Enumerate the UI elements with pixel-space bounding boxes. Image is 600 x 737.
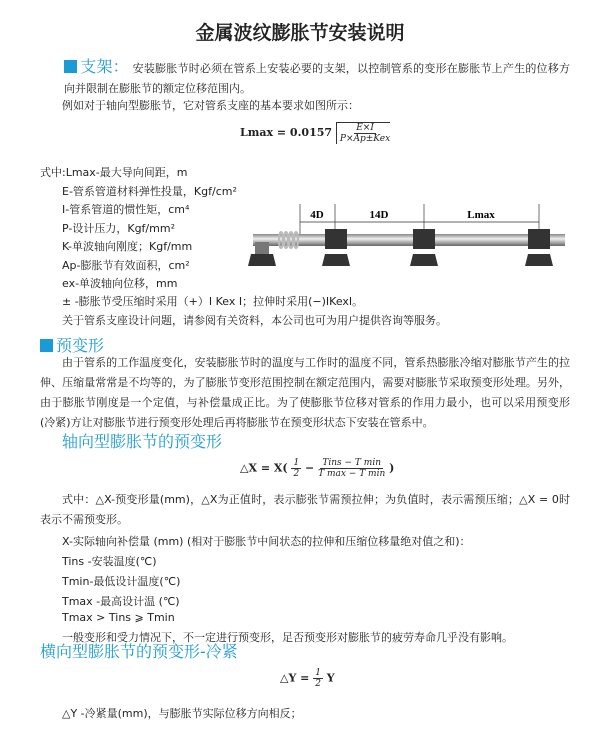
- def-k: K-单波轴向刚度；Kgf/mm: [62, 240, 193, 253]
- def-e: E-管系管道材料弹性投量，Kgf/cm²: [62, 185, 237, 198]
- support-diagram: [245, 192, 570, 282]
- axial-note: 一般变形和受力情况下，不一定进行预变形，足否预变形对膨胀节的疲劳寿命几乎没有影响。: [62, 631, 513, 644]
- support-note: 关于管系支座设计问题，请参阅有关资料，本公司也可为用户提供咨询等服务。: [62, 314, 447, 327]
- lateral-heading: 横向型膨胀节的预变形-冷紧: [40, 642, 238, 661]
- axial-formula: △X = X( $\frac{1}{2}$ − $\frac{\text{Tins − T min}}{\text{T max − T min}}$ ): [240, 458, 395, 479]
- pipe: [253, 234, 565, 246]
- page-title: 金属波纹膨胀节安装说明: [195, 22, 405, 44]
- square-bullet-icon: [40, 339, 53, 352]
- def-p: P-设计压力，Kgf/mm²: [62, 222, 175, 235]
- lateral-desc: △Y -冷紧量(mm)，与膨胀节实际位移方向相反；: [62, 707, 302, 720]
- dim-label-4d: 4D: [310, 209, 324, 221]
- dim-label-14d: 14D: [369, 209, 389, 221]
- square-bullet-icon: [64, 60, 77, 73]
- dim-label-lmax: Lmax: [467, 209, 495, 221]
- lmax-formula: Lmax = 0.0157 $\frac{E\times I}{\text{P×Ap±Kex}}$: [240, 123, 391, 144]
- def-ap: Ap-膨胀节有效面积，cm²: [62, 259, 190, 272]
- def-ex: ex-单波轴向位移，mm: [62, 277, 178, 290]
- def-lmax: 式中:Lmax-最大导向间距，m: [40, 166, 188, 179]
- temp-relation: Tmax > Tins ⩾ Tmin: [62, 611, 175, 624]
- support-example: 例如对于轴向型膨胀节，它对管系支座的基本要求如图所示：: [62, 99, 359, 112]
- axial-heading: 轴向型膨胀节的预变形: [62, 432, 223, 451]
- support-intro-text: 安装膨胀节时必须在管系上安装必要的支架，以控制管系的变形在膨胀节上产生的位移方向并限制在膨胀节的额定位移范围内。: [64, 62, 570, 95]
- def-tins: Tins -安装温度(℃): [62, 555, 157, 568]
- support-intro: [40, 57, 570, 99]
- lateral-formula: △Y = $\frac{1}{2}$ Y: [280, 668, 335, 689]
- def-tmin: Tmin-最低设计温度(℃): [62, 575, 181, 588]
- def-i: I-管系管道的惯性矩，cm⁴: [62, 203, 190, 216]
- axial-desc: 式中：△X-预变形量(mm)，△X为正值时，表示膨张节需预拉伸；为负值时，表示需预压缩；△X = 0时表示不需预变形。: [40, 493, 570, 526]
- predeform-heading: 预变形: [40, 333, 104, 356]
- predeform-paragraph: 由于管系的工作温度变化，安装膨胀节时的温度与工作时的温度不同，管系热膨胀冷缩对膨胀节产生的拉伸、压缩量常常是不均等的，为了膨胀节变形范围控制在额定范围内，需要对膨胀节采取预变形处理。另外，由于膨胀节刚度是一个定值，与补偿量成正比。为了使膨胀节位移对管系的作用力最小，也可以采用预变形(冷紧)方让对膨胀节进行预变形处理后再将膨胀节在预变形状态下安装在管系中。: [40, 356, 570, 429]
- support-heading: 支架：: [64, 57, 129, 76]
- def-pm: ± -膨胀节受压缩时采用（+）I Kex I；拉伸时采用(−)IKexI。: [62, 295, 364, 308]
- def-x: X-实际轴向补偿量 (mm) (相对于膨胀节中间状态的拉伸和压缩位移量绝对值之和)：: [62, 535, 471, 548]
- def-tmax: Tmax -最高设计温 (℃): [62, 595, 180, 608]
